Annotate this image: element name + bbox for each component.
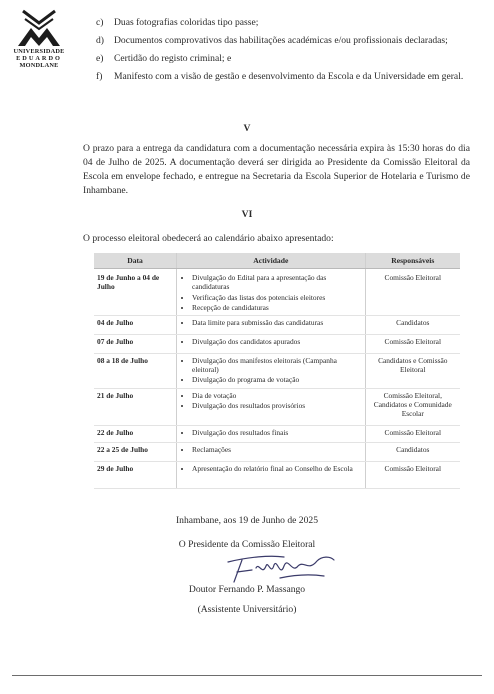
row-responsible: Comissão Eleitoral <box>365 426 460 443</box>
signature-name: Doutor Fernando P. Massango <box>188 584 306 595</box>
table-row <box>94 354 460 389</box>
row-responsible: Comissão Eleitoral <box>365 269 460 316</box>
list-marker: d) <box>96 35 104 47</box>
activity-item: • Verificação das listas dos potenciais eleitores <box>192 293 362 302</box>
table-header-row <box>94 253 460 269</box>
row-responsible: Comissão Eleitoral <box>365 462 460 489</box>
activity-item: • Dia de votação <box>192 391 362 400</box>
header-responsible: Responsáveis <box>365 253 460 269</box>
row-activities <box>177 389 366 426</box>
list-item <box>96 17 468 29</box>
deadline-paragraph: O prazo para a entrega da candidatura com a documentação necessária expira às 15:30 horas do dia 04 de Julho de 2025. A documentação deverá ser dirigida ao Presidente da Comissão Eleitoral da Escola em envelope fechado, e entregue na Secretaria da Escola Superior de Hotelaria e Turismo de Inhambane. <box>83 143 470 196</box>
row-date: 21 de Julho <box>94 389 177 426</box>
activity-item: • Apresentação do relatório final ao Conselho de Escola <box>192 464 362 473</box>
row-activities <box>177 462 366 489</box>
logo-line-2: EDUARDO <box>16 55 62 63</box>
table-row <box>94 389 460 426</box>
handwritten-signature <box>222 548 338 586</box>
row-activities <box>177 443 366 462</box>
header-activity: Actividade <box>177 253 366 269</box>
row-date: 08 a 18 de Julho <box>94 354 177 389</box>
activity-item: • Divulgação dos manifestos eleitorais (Campanha eleitoral) <box>192 356 362 374</box>
election-calendar-table <box>94 253 460 489</box>
row-date: 29 de Julho <box>94 462 177 489</box>
row-responsible: Comissão Eleitoral <box>365 335 460 354</box>
requirements-list <box>96 17 468 90</box>
row-responsible: Candidatos <box>365 443 460 462</box>
list-marker: f) <box>96 71 103 83</box>
activity-item: • Recepção de candidaturas <box>192 303 362 312</box>
row-date: 22 a 25 de Julho <box>94 443 177 462</box>
list-item-text: Documentos comprovativos das habilitações académicas e/ou profissionais declaradas; <box>114 35 448 47</box>
row-date: 04 de Julho <box>94 316 177 335</box>
activity-item: • Divulgação do programa de votação <box>192 375 362 384</box>
row-date: 19 de Junho a 04 de Julho <box>94 269 177 316</box>
activity-item: • Divulgação dos resultados provisórios <box>192 401 362 410</box>
signature-role: O Presidente da Comissão Eleitoral <box>178 539 316 550</box>
list-item <box>96 53 468 65</box>
signature-place-date: Inhambane, aos 19 de Junho de 2025 <box>175 515 318 526</box>
list-item <box>96 35 468 47</box>
list-item-text: Manifesto com a visão de gestão e desenvolvimento da Escola e da Universidade em geral. <box>114 71 464 83</box>
calendar-intro: O processo eleitoral obedecerá ao calendário abaixo apresentado: <box>83 233 334 244</box>
signature-title: (Assistente Universitário) <box>197 604 297 615</box>
table-row <box>94 462 460 489</box>
activity-item: • Divulgação dos resultados finais <box>192 428 362 437</box>
university-emblem-icon <box>15 8 63 48</box>
activity-item: • Reclamações <box>192 445 362 454</box>
logo-line-3: MONDLANE <box>19 62 59 70</box>
logo-line-1: UNIVERSIDADE <box>13 48 65 55</box>
section-heading-vi: VI <box>241 209 253 220</box>
row-activities <box>177 316 366 335</box>
row-date: 22 de Julho <box>94 426 177 443</box>
university-logo <box>6 8 72 70</box>
list-marker: e) <box>96 52 104 64</box>
list-item-text: Duas fotografias coloridas tipo passe; <box>114 17 259 28</box>
row-responsible: Candidatos e Comissão Eleitoral <box>365 354 460 389</box>
section-heading-v: V <box>243 123 251 134</box>
row-activities <box>177 426 366 443</box>
table-row <box>94 316 460 335</box>
header-date: Data <box>94 253 177 269</box>
row-activities <box>177 354 366 389</box>
row-responsible: Candidatos <box>365 316 460 335</box>
row-responsible: Comissão Eleitoral, Candidatos e Comunidade Escolar <box>365 389 460 426</box>
table-row <box>94 335 460 354</box>
row-activities <box>177 335 366 354</box>
list-marker: c) <box>96 17 104 28</box>
table-row <box>94 269 460 316</box>
list-item-text: Certidão do registo criminal; e <box>114 52 232 64</box>
bottom-divider <box>12 675 482 676</box>
activity-item: • Divulgação dos candidatos apurados <box>192 337 362 346</box>
activity-item: • Divulgação do Edital para a apresentação das candidaturas <box>192 273 362 291</box>
row-date: 07 de Julho <box>94 335 177 354</box>
list-item <box>96 71 468 83</box>
table-row <box>94 443 460 462</box>
row-activities <box>177 269 366 316</box>
activity-item: • Data limite para submissão das candidaturas <box>192 318 362 327</box>
table-row <box>94 426 460 443</box>
